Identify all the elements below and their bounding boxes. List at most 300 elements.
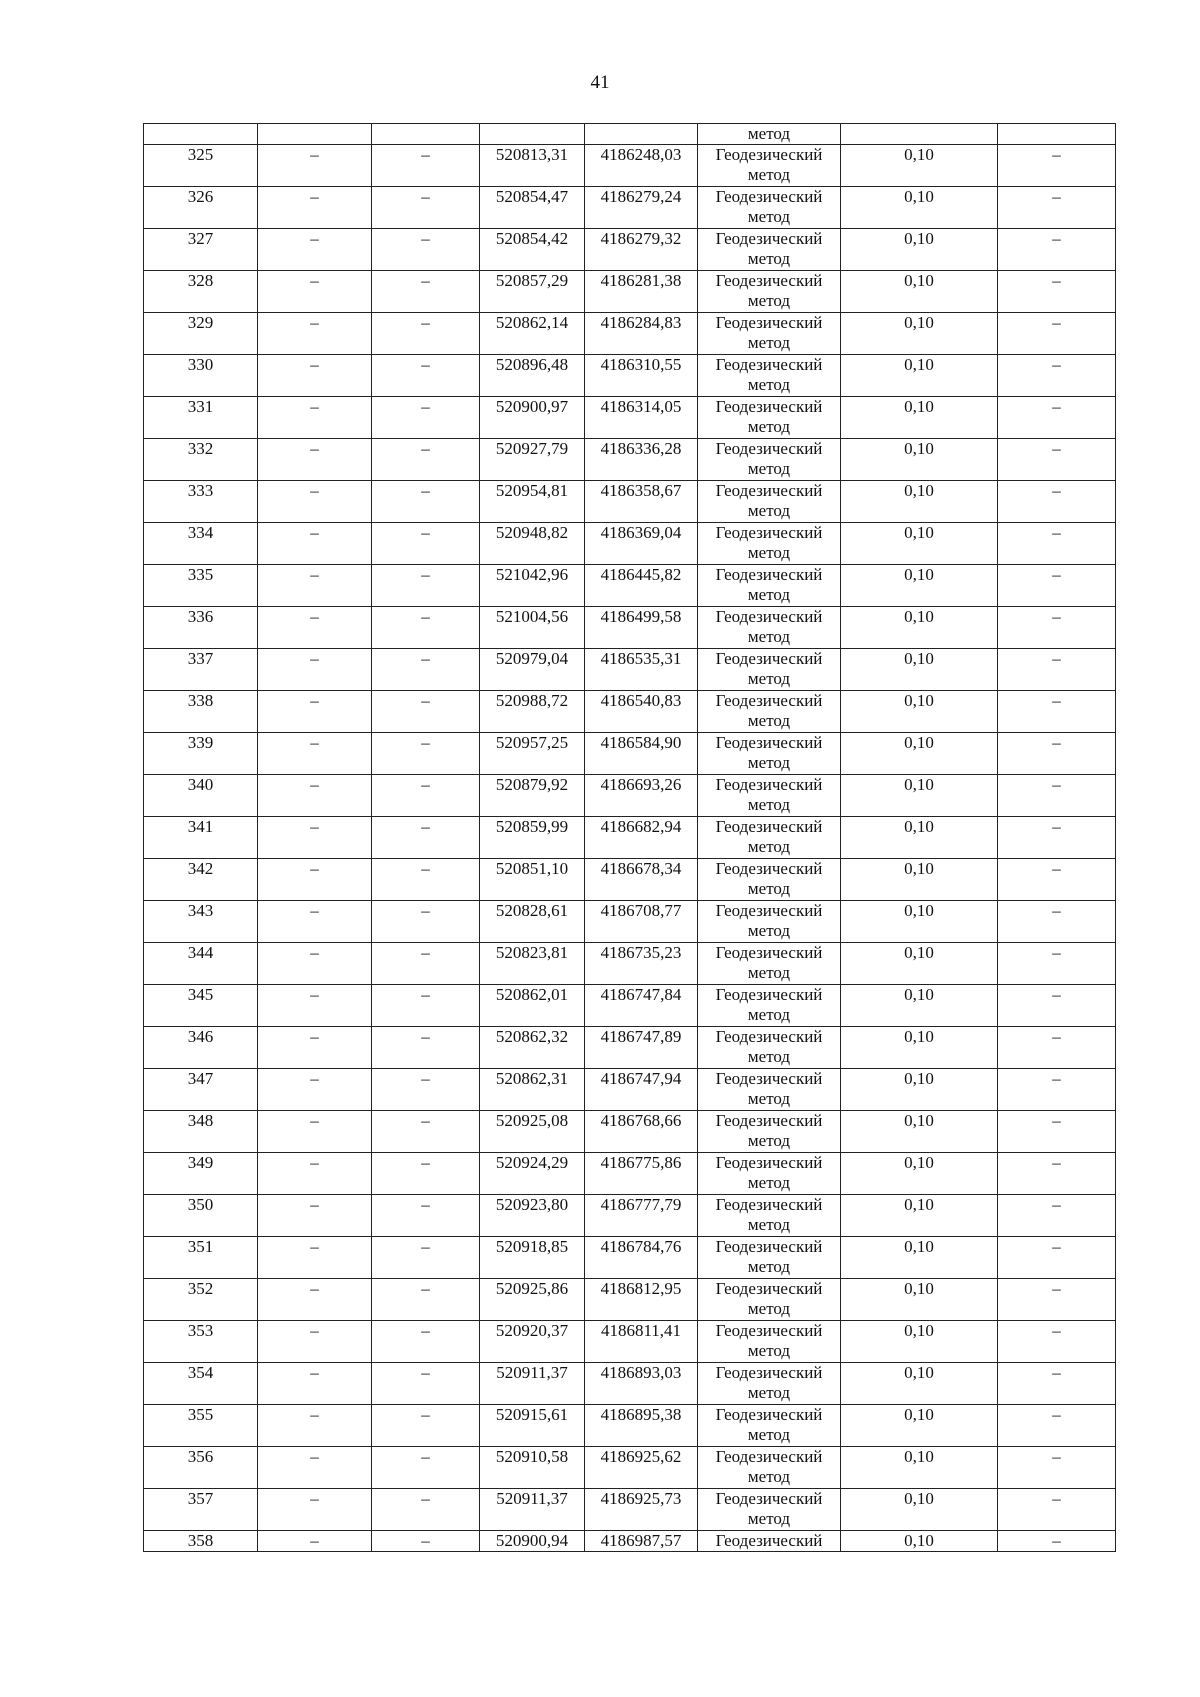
cell-dash: –	[258, 859, 372, 901]
method-line-2: метод	[747, 1257, 791, 1276]
cell-method	[698, 145, 841, 187]
table-row	[144, 187, 1116, 229]
cell-dash: –	[998, 187, 1116, 229]
method-line-2: метод	[747, 1047, 791, 1066]
cell-accuracy: 0,10	[841, 1405, 998, 1447]
cell-point-number: 347	[144, 1069, 258, 1111]
cell-x-coordinate: 520920,37	[480, 1321, 585, 1363]
cell-x-coordinate: 520862,31	[480, 1069, 585, 1111]
cell-x-coordinate: 520859,99	[480, 817, 585, 859]
method-line-1: Геодезический	[715, 271, 823, 290]
method-line-2: метод	[747, 501, 791, 520]
table-row	[144, 901, 1116, 943]
table-row	[144, 313, 1116, 355]
cell-method	[698, 985, 841, 1027]
method-line-1: Геодезический	[715, 355, 823, 374]
cell-dash: –	[998, 145, 1116, 187]
cell-dash: –	[258, 187, 372, 229]
cell-point-number: 349	[144, 1153, 258, 1195]
cell-dash: –	[258, 943, 372, 985]
cell-dash: –	[258, 565, 372, 607]
cell-dash: –	[372, 1321, 480, 1363]
cell-y-coordinate: 4186777,79	[585, 1195, 698, 1237]
method-line-2: метод	[747, 963, 791, 982]
cell-dash: –	[372, 985, 480, 1027]
method-line-2: метод	[747, 1509, 791, 1528]
coordinates-table	[143, 123, 1116, 1552]
method-line-1: Геодезический	[715, 859, 823, 878]
cell-method	[698, 775, 841, 817]
cell-dash: –	[998, 523, 1116, 565]
cell-point-number: 341	[144, 817, 258, 859]
cell-method	[698, 859, 841, 901]
cell-x-coordinate: 520823,81	[480, 943, 585, 985]
cell-dash: –	[258, 1027, 372, 1069]
table-row	[144, 1195, 1116, 1237]
cell-dash: –	[372, 397, 480, 439]
cell-dash: –	[258, 733, 372, 775]
cell-dash: –	[258, 229, 372, 271]
cell-dash: –	[258, 817, 372, 859]
cell-x-coordinate: 520979,04	[480, 649, 585, 691]
cell-accuracy: 0,10	[841, 523, 998, 565]
cell-point-number: 338	[144, 691, 258, 733]
cell-point-number: 357	[144, 1489, 258, 1531]
method-line-2: метод	[747, 417, 791, 436]
method-line-1: Геодезический	[715, 1195, 823, 1214]
cell-accuracy: 0,10	[841, 1447, 998, 1489]
cell-accuracy: 0,10	[841, 1489, 998, 1531]
cell-y-coordinate: 4186812,95	[585, 1279, 698, 1321]
table-row	[144, 859, 1116, 901]
cell-x-coordinate: 520828,61	[480, 901, 585, 943]
cell-accuracy: 0,10	[841, 565, 998, 607]
cell-y-coordinate: 4186284,83	[585, 313, 698, 355]
cell-empty	[144, 124, 258, 145]
cell-point-number: 339	[144, 733, 258, 775]
cell-accuracy: 0,10	[841, 691, 998, 733]
cell-method	[698, 607, 841, 649]
cell-method	[698, 523, 841, 565]
cell-dash: –	[372, 439, 480, 481]
table-row	[144, 439, 1116, 481]
method-line-2: метод	[747, 165, 791, 184]
method-line-1: Геодезический	[715, 691, 823, 710]
cell-y-coordinate: 4186310,55	[585, 355, 698, 397]
table-row	[144, 1153, 1116, 1195]
cell-y-coordinate: 4186369,04	[585, 523, 698, 565]
cell-x-coordinate: 520924,29	[480, 1153, 585, 1195]
method-line-1: Геодезический	[715, 1027, 823, 1046]
method-line-2: метод	[747, 627, 791, 646]
table-row	[144, 565, 1116, 607]
cell-accuracy: 0,10	[841, 1237, 998, 1279]
method-line-1: Геодезический	[715, 565, 823, 584]
table-row	[144, 1489, 1116, 1531]
cell-method	[698, 1489, 841, 1531]
cell-x-coordinate: 520900,94	[480, 1531, 585, 1552]
cell-dash: –	[372, 775, 480, 817]
cell-dash: –	[258, 1405, 372, 1447]
table-row	[144, 397, 1116, 439]
cell-x-coordinate: 520857,29	[480, 271, 585, 313]
method-line-2: метод	[747, 921, 791, 940]
cell-method-continued: метод	[698, 124, 841, 145]
method-line-2: метод	[747, 459, 791, 478]
cell-dash: –	[998, 1237, 1116, 1279]
cell-method	[698, 187, 841, 229]
cell-x-coordinate: 520900,97	[480, 397, 585, 439]
cell-dash: –	[258, 313, 372, 355]
cell-dash: –	[258, 1153, 372, 1195]
method-line-1: Геодезический	[715, 607, 823, 626]
cell-method	[698, 565, 841, 607]
cell-y-coordinate: 4186708,77	[585, 901, 698, 943]
table-row	[144, 607, 1116, 649]
cell-method	[698, 481, 841, 523]
method-line-1: Геодезический	[715, 775, 823, 794]
cell-x-coordinate: 520879,92	[480, 775, 585, 817]
method-line-1: Геодезический	[715, 1447, 823, 1466]
cell-accuracy: 0,10	[841, 397, 998, 439]
table-row	[144, 1237, 1116, 1279]
method-line-2: метод	[747, 585, 791, 604]
cell-y-coordinate: 4186540,83	[585, 691, 698, 733]
cell-dash: –	[372, 733, 480, 775]
method-line-1: Геодезический	[715, 523, 823, 542]
cell-dash: –	[998, 313, 1116, 355]
cell-accuracy: 0,10	[841, 271, 998, 313]
method-line-1: Геодезический	[715, 1363, 823, 1382]
cell-dash: –	[998, 1405, 1116, 1447]
method-line-1: Геодезический	[715, 229, 823, 248]
cell-point-number: 340	[144, 775, 258, 817]
table-row	[144, 1069, 1116, 1111]
cell-y-coordinate: 4186358,67	[585, 481, 698, 523]
cell-dash: –	[998, 1111, 1116, 1153]
cell-method	[698, 229, 841, 271]
cell-x-coordinate: 520862,01	[480, 985, 585, 1027]
cell-point-number: 334	[144, 523, 258, 565]
cell-x-coordinate: 521004,56	[480, 607, 585, 649]
cell-y-coordinate: 4186279,24	[585, 187, 698, 229]
method-line-2: метод	[747, 1341, 791, 1360]
cell-point-number: 351	[144, 1237, 258, 1279]
cell-x-coordinate: 520854,42	[480, 229, 585, 271]
cell-point-number: 333	[144, 481, 258, 523]
table-row	[144, 985, 1116, 1027]
method-line-1: Геодезический	[715, 1321, 823, 1340]
method-line-1: Геодезический	[715, 943, 823, 962]
table-row	[144, 523, 1116, 565]
method-line-2: метод	[747, 837, 791, 856]
cell-empty	[258, 124, 372, 145]
cell-dash: –	[258, 1111, 372, 1153]
table-row	[144, 733, 1116, 775]
cell-y-coordinate: 4186747,84	[585, 985, 698, 1027]
cell-point-number: 329	[144, 313, 258, 355]
method-line-2: метод	[747, 879, 791, 898]
cell-dash: –	[998, 1153, 1116, 1195]
cell-y-coordinate: 4186682,94	[585, 817, 698, 859]
cell-dash: –	[998, 1363, 1116, 1405]
method-line-1: Геодезический	[715, 1111, 823, 1130]
cell-accuracy: 0,10	[841, 1027, 998, 1069]
cell-x-coordinate: 520918,85	[480, 1237, 585, 1279]
table-row	[144, 1531, 1116, 1552]
cell-dash: –	[998, 1279, 1116, 1321]
table-row-continued	[144, 124, 1116, 145]
table-row	[144, 1027, 1116, 1069]
cell-x-coordinate: 520925,86	[480, 1279, 585, 1321]
method-line-2: метод	[747, 543, 791, 562]
cell-dash: –	[372, 355, 480, 397]
method-line-1: Геодезический	[715, 1237, 823, 1256]
cell-dash: –	[998, 565, 1116, 607]
cell-accuracy: 0,10	[841, 187, 998, 229]
cell-accuracy: 0,10	[841, 817, 998, 859]
cell-dash: –	[998, 1195, 1116, 1237]
cell-accuracy: 0,10	[841, 1363, 998, 1405]
cell-x-coordinate: 520988,72	[480, 691, 585, 733]
cell-y-coordinate: 4186893,03	[585, 1363, 698, 1405]
cell-dash: –	[998, 271, 1116, 313]
cell-method	[698, 1405, 841, 1447]
cell-dash: –	[372, 607, 480, 649]
method-line-2: метод	[747, 207, 791, 226]
cell-accuracy: 0,10	[841, 355, 998, 397]
cell-dash: –	[998, 607, 1116, 649]
cell-method	[698, 1153, 841, 1195]
cell-method	[698, 1279, 841, 1321]
cell-dash: –	[372, 1237, 480, 1279]
cell-x-coordinate: 520927,79	[480, 439, 585, 481]
cell-point-number: 345	[144, 985, 258, 1027]
method-line-2: метод	[747, 795, 791, 814]
method-line-2: метод	[747, 1173, 791, 1192]
cell-x-coordinate: 520954,81	[480, 481, 585, 523]
cell-point-number: 343	[144, 901, 258, 943]
cell-x-coordinate: 520911,37	[480, 1489, 585, 1531]
method-line-1: Геодезический	[715, 733, 823, 752]
table-row	[144, 691, 1116, 733]
cell-point-number: 353	[144, 1321, 258, 1363]
cell-point-number: 348	[144, 1111, 258, 1153]
cell-dash: –	[258, 1279, 372, 1321]
cell-accuracy: 0,10	[841, 1279, 998, 1321]
cell-dash: –	[998, 229, 1116, 271]
cell-point-number: 331	[144, 397, 258, 439]
cell-dash: –	[998, 439, 1116, 481]
cell-x-coordinate: 521042,96	[480, 565, 585, 607]
cell-dash: –	[372, 1447, 480, 1489]
cell-method	[698, 1111, 841, 1153]
method-line-2: метод	[747, 375, 791, 394]
cell-y-coordinate: 4186784,76	[585, 1237, 698, 1279]
cell-x-coordinate: 520923,80	[480, 1195, 585, 1237]
cell-y-coordinate: 4186281,38	[585, 271, 698, 313]
cell-method	[698, 1069, 841, 1111]
cell-y-coordinate: 4186768,66	[585, 1111, 698, 1153]
cell-dash: –	[372, 187, 480, 229]
cell-dash: –	[998, 817, 1116, 859]
cell-accuracy: 0,10	[841, 775, 998, 817]
cell-dash: –	[372, 1027, 480, 1069]
cell-dash: –	[258, 481, 372, 523]
cell-x-coordinate: 520948,82	[480, 523, 585, 565]
table-row	[144, 943, 1116, 985]
method-line-1: Геодезический	[715, 817, 823, 836]
cell-method	[698, 1531, 841, 1552]
method-line-1: Геодезический	[715, 649, 823, 668]
cell-point-number: 356	[144, 1447, 258, 1489]
method-line-2: метод	[747, 1089, 791, 1108]
cell-dash: –	[258, 1069, 372, 1111]
cell-method	[698, 1195, 841, 1237]
cell-dash: –	[258, 775, 372, 817]
cell-x-coordinate: 520925,08	[480, 1111, 585, 1153]
cell-x-coordinate: 520896,48	[480, 355, 585, 397]
cell-y-coordinate: 4186279,32	[585, 229, 698, 271]
cell-point-number: 354	[144, 1363, 258, 1405]
cell-dash: –	[258, 1447, 372, 1489]
cell-dash: –	[258, 355, 372, 397]
table-row	[144, 1405, 1116, 1447]
method-line-2: метод	[747, 1215, 791, 1234]
cell-y-coordinate: 4186747,94	[585, 1069, 698, 1111]
method-line-1: Геодезический	[715, 439, 823, 458]
cell-x-coordinate: 520862,32	[480, 1027, 585, 1069]
method-line-1: Геодезический	[715, 1489, 823, 1508]
table-row	[144, 229, 1116, 271]
method-line-1: Геодезический	[715, 313, 823, 332]
cell-y-coordinate: 4186925,62	[585, 1447, 698, 1489]
cell-dash: –	[372, 1195, 480, 1237]
cell-dash: –	[372, 271, 480, 313]
cell-method	[698, 649, 841, 691]
cell-accuracy: 0,10	[841, 1531, 998, 1552]
cell-dash: –	[258, 1237, 372, 1279]
cell-point-number: 325	[144, 145, 258, 187]
cell-dash: –	[998, 985, 1116, 1027]
cell-method	[698, 943, 841, 985]
table-row	[144, 1279, 1116, 1321]
cell-y-coordinate: 4186811,41	[585, 1321, 698, 1363]
method-line-2: метод	[747, 1425, 791, 1444]
cell-method	[698, 1321, 841, 1363]
table-row	[144, 817, 1116, 859]
cell-dash: –	[258, 1195, 372, 1237]
cell-accuracy: 0,10	[841, 985, 998, 1027]
cell-dash: –	[998, 901, 1116, 943]
cell-dash: –	[998, 691, 1116, 733]
cell-dash: –	[372, 229, 480, 271]
table-row	[144, 271, 1116, 313]
cell-dash: –	[258, 439, 372, 481]
cell-dash: –	[372, 565, 480, 607]
cell-point-number: 342	[144, 859, 258, 901]
cell-dash: –	[998, 649, 1116, 691]
cell-accuracy: 0,10	[841, 901, 998, 943]
method-line-1: Геодезический	[715, 145, 823, 164]
cell-empty	[841, 124, 998, 145]
cell-dash: –	[998, 733, 1116, 775]
table-row	[144, 1321, 1116, 1363]
cell-dash: –	[258, 985, 372, 1027]
cell-point-number: 352	[144, 1279, 258, 1321]
cell-point-number: 358	[144, 1531, 258, 1552]
cell-dash: –	[372, 943, 480, 985]
cell-y-coordinate: 4186584,90	[585, 733, 698, 775]
method-line-2: метод	[747, 333, 791, 352]
cell-dash: –	[258, 271, 372, 313]
cell-dash: –	[258, 1321, 372, 1363]
cell-x-coordinate: 520813,31	[480, 145, 585, 187]
method-line-2: метод	[747, 1299, 791, 1318]
cell-x-coordinate: 520911,37	[480, 1363, 585, 1405]
table-row	[144, 355, 1116, 397]
cell-method	[698, 733, 841, 775]
cell-point-number: 327	[144, 229, 258, 271]
method-line-2: метод	[747, 1005, 791, 1024]
cell-dash: –	[372, 649, 480, 691]
cell-dash: –	[372, 1363, 480, 1405]
cell-point-number: 350	[144, 1195, 258, 1237]
cell-dash: –	[258, 1531, 372, 1552]
cell-accuracy: 0,10	[841, 859, 998, 901]
table-row	[144, 481, 1116, 523]
method-line-2: метод	[747, 669, 791, 688]
cell-point-number: 344	[144, 943, 258, 985]
cell-y-coordinate: 4186693,26	[585, 775, 698, 817]
cell-x-coordinate: 520862,14	[480, 313, 585, 355]
cell-method	[698, 901, 841, 943]
cell-accuracy: 0,10	[841, 649, 998, 691]
cell-y-coordinate: 4186314,05	[585, 397, 698, 439]
cell-dash: –	[372, 523, 480, 565]
cell-empty	[372, 124, 480, 145]
cell-dash: –	[372, 1153, 480, 1195]
method-line-1: Геодезический	[715, 985, 823, 1004]
cell-empty	[585, 124, 698, 145]
cell-y-coordinate: 4186775,86	[585, 1153, 698, 1195]
cell-method	[698, 1447, 841, 1489]
cell-empty	[998, 124, 1116, 145]
cell-dash: –	[998, 859, 1116, 901]
cell-dash: –	[372, 691, 480, 733]
cell-method	[698, 313, 841, 355]
cell-y-coordinate: 4186678,34	[585, 859, 698, 901]
cell-point-number: 330	[144, 355, 258, 397]
cell-accuracy: 0,10	[841, 481, 998, 523]
cell-x-coordinate: 520851,10	[480, 859, 585, 901]
method-line-1: Геодезический	[715, 1279, 823, 1298]
cell-dash: –	[372, 1405, 480, 1447]
cell-x-coordinate: 520915,61	[480, 1405, 585, 1447]
cell-point-number: 335	[144, 565, 258, 607]
cell-method	[698, 817, 841, 859]
method-line-2: метод	[747, 291, 791, 310]
cell-accuracy: 0,10	[841, 1195, 998, 1237]
cell-accuracy: 0,10	[841, 1321, 998, 1363]
cell-dash: –	[372, 859, 480, 901]
cell-method	[698, 439, 841, 481]
method-line-2: метод	[747, 249, 791, 268]
table-row	[144, 145, 1116, 187]
table-row	[144, 1447, 1116, 1489]
table-row	[144, 649, 1116, 691]
cell-dash: –	[372, 817, 480, 859]
